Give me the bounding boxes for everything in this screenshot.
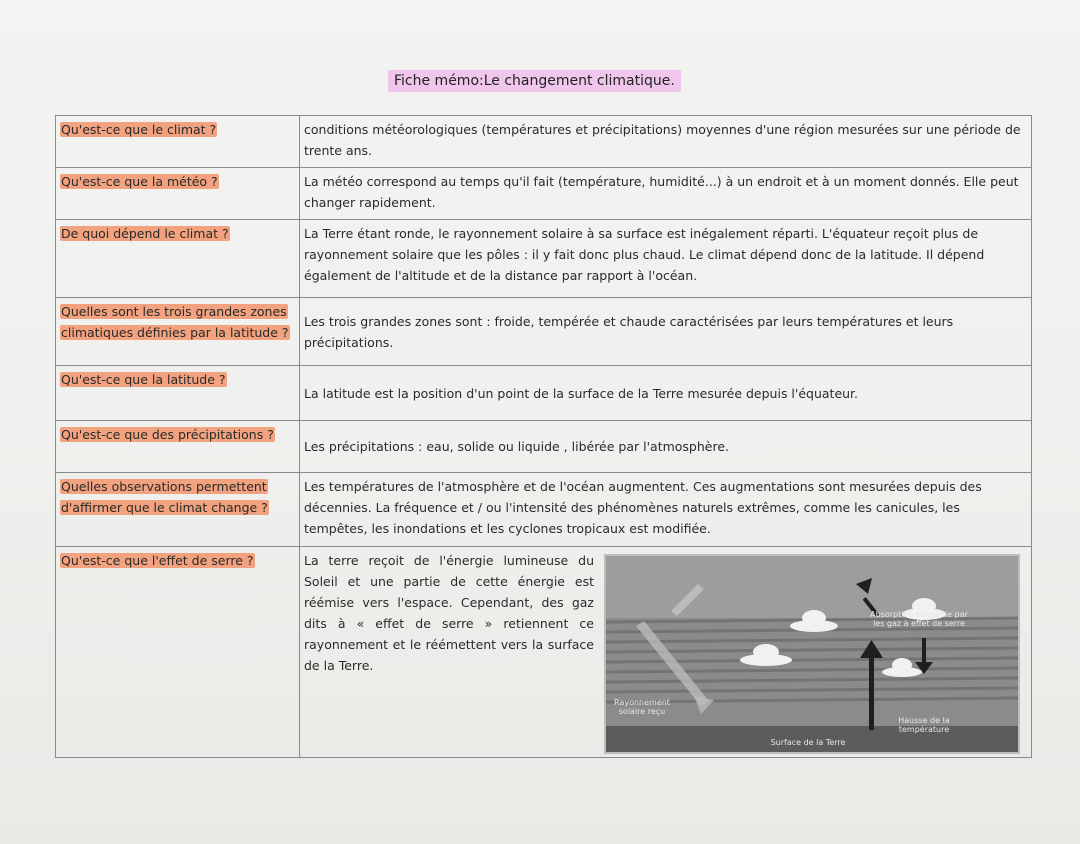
question-cell [56,421,300,473]
earth-surface-label: Surface de la Terre [770,738,846,747]
greenhouse-content [304,550,1027,754]
question-text: Qu'est-ce que des précipitations ? [61,427,274,442]
greenhouse-text: La terre reçoit de l'énergie lumineuse du Soleil et une partie de cette énergie est réémise vers l'espace. Cependant, des gaz dits à « effet de serre » retiennent ce rayonnement et le réémettent vers la surface de la Terre. [304,553,594,673]
temperature-rise-label: Hausse de la température [898,716,950,734]
table-row [56,547,1032,758]
question-cell [56,366,300,421]
question-text: Qu'est-ce que la météo ? [61,174,218,189]
answer-cell: La latitude est la position d'un point de la surface de la Terre mesurée depuis l'équateur. [300,366,1032,421]
question-text: Quelles sont les trois grandes zones climatiques définies par la latitude ? [61,304,289,340]
table-row [56,168,1032,220]
answer-cell: La Terre étant ronde, le rayonnement solaire à sa surface est inégalement réparti. L'équateur reçoit plus de rayonnement solaire que les pôles : il y fait donc plus chaud. Le climat dépend donc de la latitude. Il dépend également de l'altitude et de la distance par rapport à l'océan. [300,220,1032,298]
question-cell [56,168,300,220]
memo-table [55,115,1032,758]
answer-cell: Les températures de l'atmosphère et de l'océan augmentent. Ces augmentations sont mesurées depuis des décennies. La fréquence et / ou l'intensité des phénomènes naturels extrêmes, comme les canicules, les tempêtes, les inondations et les cyclones tropicaux est modifiée. [300,473,1032,547]
table-row [56,473,1032,547]
question-cell [56,298,300,366]
greenhouse-effect-diagram [604,554,1020,754]
question-cell [56,547,300,758]
page-title: Fiche mémo:Le changement climatique. [388,70,681,92]
answer-cell: Les précipitations : eau, solide ou liquide , libérée par l'atmosphère. [300,421,1032,473]
table-row [56,421,1032,473]
question-text: Qu'est-ce que le climat ? [61,122,217,137]
question-cell [56,473,300,547]
absorption-label: Absorption en partie par les gaz à effet de serre [870,610,968,628]
table-row [56,366,1032,421]
table-row [56,220,1032,298]
question-cell [56,116,300,168]
answer-cell [300,547,1032,758]
question-text: Qu'est-ce que la latitude ? [61,372,226,387]
question-text: De quoi dépend le climat ? [61,226,229,241]
greenhouse-illustration [606,556,1018,752]
answer-cell: Les trois grandes zones sont : froide, tempérée et chaude caractérisées par leurs températures et leurs précipitations. [300,298,1032,366]
table-row [56,116,1032,168]
question-text: Quelles observations permettent d'affirmer que le climat change ? [61,479,268,515]
question-cell [56,220,300,298]
answer-cell: conditions météorologiques (températures et précipitations) moyennes d'une région mesurées sur une période de trente ans. [300,116,1032,168]
question-text: Qu'est-ce que l'effet de serre ? [61,553,254,568]
solar-radiation-label: Rayonnement solaire reçu [614,698,670,716]
table-row [56,298,1032,366]
answer-cell: La météo correspond au temps qu'il fait (température, humidité...) à un endroit et à un moment donnés. Elle peut changer rapidement. [300,168,1032,220]
